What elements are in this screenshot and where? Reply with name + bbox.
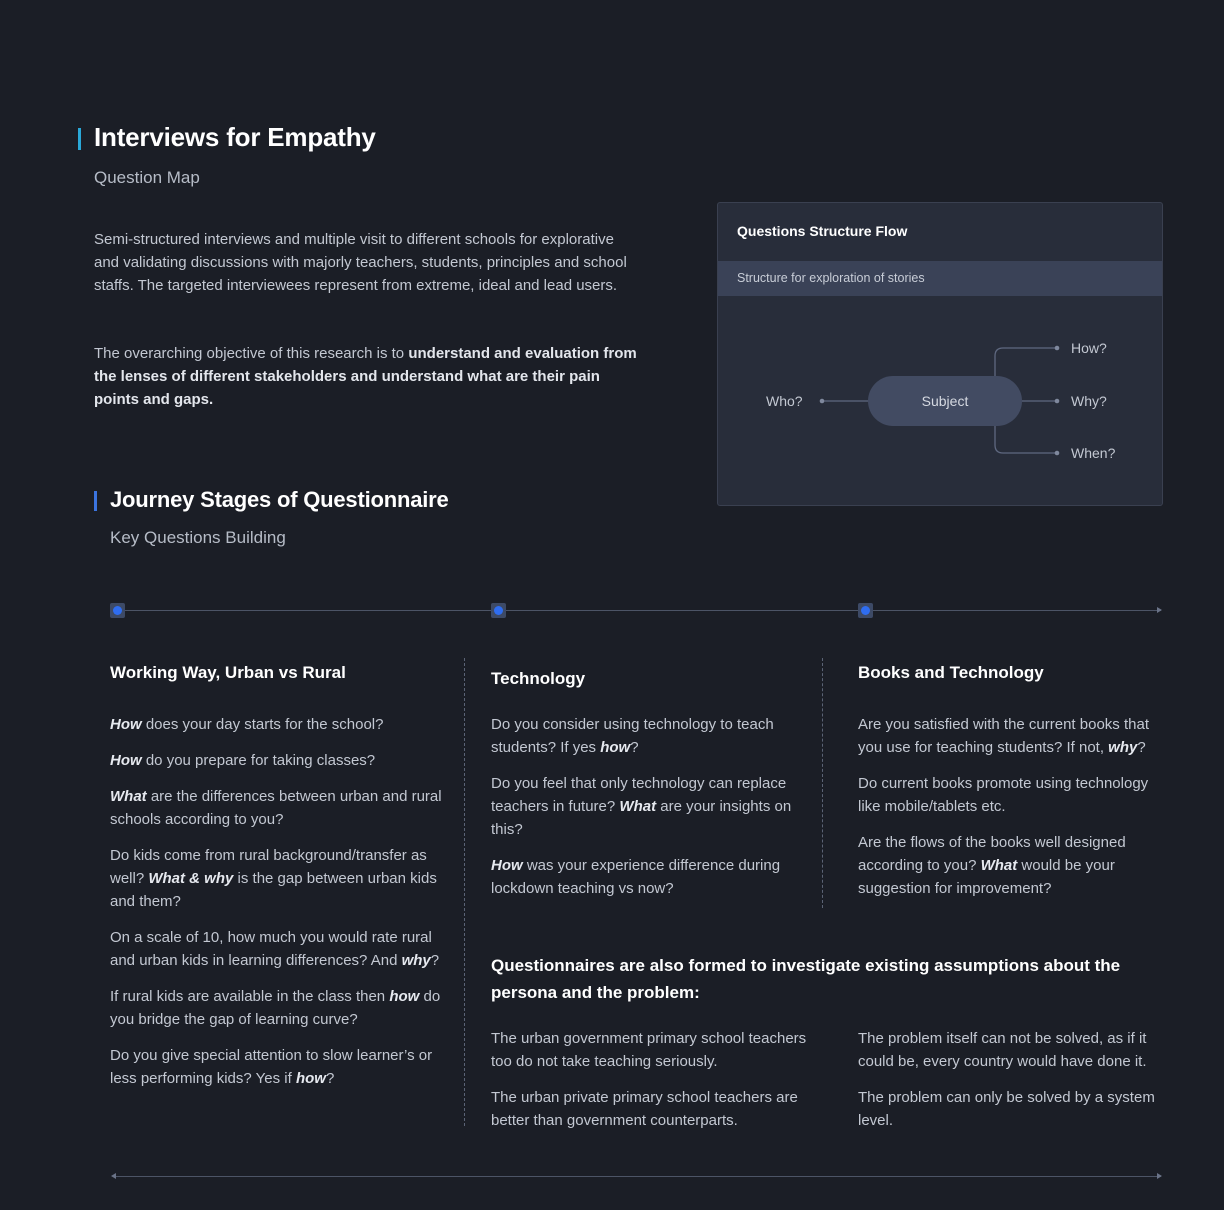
stage1-question: On a scale of 10, how much you would rate rural and urban kids in learning differences? And why? bbox=[110, 929, 440, 969]
who-label: Who? bbox=[766, 393, 803, 409]
assumption-item: The urban private primary school teachers are better than government counterparts. bbox=[491, 1089, 798, 1129]
timeline-end-arrow bbox=[1157, 607, 1162, 613]
flow-card-title: Questions Structure Flow bbox=[737, 223, 908, 239]
timeline-line bbox=[117, 610, 1161, 611]
column-divider-2 bbox=[822, 658, 823, 908]
bottom-end-arrow bbox=[1157, 1173, 1162, 1179]
stage1-question: Do you give special attention to slow learner’s or less performing kids? Yes if how? bbox=[110, 1047, 433, 1087]
how-connector bbox=[995, 348, 1057, 376]
intro-paragraph: Semi-structured interviews and multiple visit to different schools for explorative and validating discussions with majorly teachers, students, principles and school staffs. The targeted interviewees represent from extreme, ideal and lead users. bbox=[94, 231, 627, 294]
stage2-question: Do you feel that only technology can replace teachers in future? What are your insights on this? bbox=[491, 775, 792, 838]
flow-card-band-label: Structure for exploration of stories bbox=[737, 271, 925, 285]
stage1-question: Do kids come from rural background/transfer as well? What & why is the gap between urban kids and them? bbox=[110, 847, 437, 910]
assumptions-left bbox=[491, 1027, 826, 1132]
stage3-question: Are the flows of the books well designed according to you? What would be your suggestion for improvement? bbox=[858, 834, 1126, 897]
stage-marker-1 bbox=[110, 603, 125, 618]
stage2-question: Do you consider using technology to teach students? If yes how? bbox=[491, 716, 774, 756]
stage3-title: Books and Technology bbox=[858, 663, 1044, 682]
questions-flow-card bbox=[717, 202, 1163, 506]
who-dot bbox=[820, 399, 825, 404]
stage1-questions bbox=[110, 713, 445, 1090]
stage2-questions bbox=[491, 713, 801, 900]
objective-highlight: understand and evaluation from the lenses of different stakeholders and understand what are their pain points and gaps. bbox=[94, 345, 637, 408]
page-subtitle: Question Map bbox=[94, 168, 200, 187]
assumption-item: The problem can only be solved by a system level. bbox=[858, 1089, 1155, 1129]
subject-label: Subject bbox=[921, 393, 969, 409]
stage3-question: Do current books promote using technology like mobile/tablets etc. bbox=[858, 775, 1149, 815]
stage1-question: If rural kids are available in the class then how do you bridge the gap of learning curve? bbox=[110, 988, 441, 1028]
bottom-start-arrow bbox=[111, 1173, 116, 1179]
stage1-question: How do you prepare for taking classes? bbox=[110, 752, 376, 769]
column-divider-1 bbox=[464, 658, 465, 1126]
bottom-timeline-line bbox=[115, 1176, 1161, 1177]
when-dot bbox=[1055, 451, 1060, 456]
stage-marker-3 bbox=[858, 603, 873, 618]
stage-marker-2 bbox=[491, 603, 506, 618]
assumption-item: The urban government primary school teachers too do not take teaching seriously. bbox=[491, 1030, 807, 1070]
when-connector bbox=[995, 426, 1057, 453]
section2-accent-bar bbox=[94, 491, 97, 511]
assumption-item: The problem itself can not be solved, as if it could be, every country would have done it. bbox=[858, 1030, 1147, 1070]
assumptions-right bbox=[858, 1027, 1163, 1132]
why-label: Why? bbox=[1071, 393, 1107, 409]
stage2-title: Technology bbox=[491, 669, 586, 688]
page-title: Interviews for Empathy bbox=[94, 122, 376, 152]
why-dot bbox=[1055, 399, 1060, 404]
stage2-question: How was your experience difference during lockdown teaching vs now? bbox=[491, 857, 781, 897]
how-dot bbox=[1055, 346, 1060, 351]
section2-subtitle: Key Questions Building bbox=[110, 528, 286, 547]
stage3-question: Are you satisfied with the current books that you use for teaching students? If not, why? bbox=[858, 716, 1149, 756]
how-label: How? bbox=[1071, 340, 1107, 356]
when-label: When? bbox=[1071, 445, 1116, 461]
section-accent-bar bbox=[78, 128, 81, 150]
section2-title: Journey Stages of Questionnaire bbox=[110, 487, 449, 512]
stage1-question: What are the differences between urban and rural schools according to you? bbox=[110, 788, 442, 828]
stage1-title: Working Way, Urban vs Rural bbox=[110, 663, 346, 682]
stage3-questions bbox=[858, 713, 1163, 900]
objective-paragraph: The overarching objective of this research is to understand and evaluation from the lenses of different stakeholders and understand what are their pain points and gaps. bbox=[94, 345, 637, 408]
assumptions-title: Questionnaires are also formed to investigate existing assumptions about the persona and the problem: bbox=[491, 956, 1121, 1002]
stage1-question: How does your day starts for the school? bbox=[110, 716, 384, 733]
